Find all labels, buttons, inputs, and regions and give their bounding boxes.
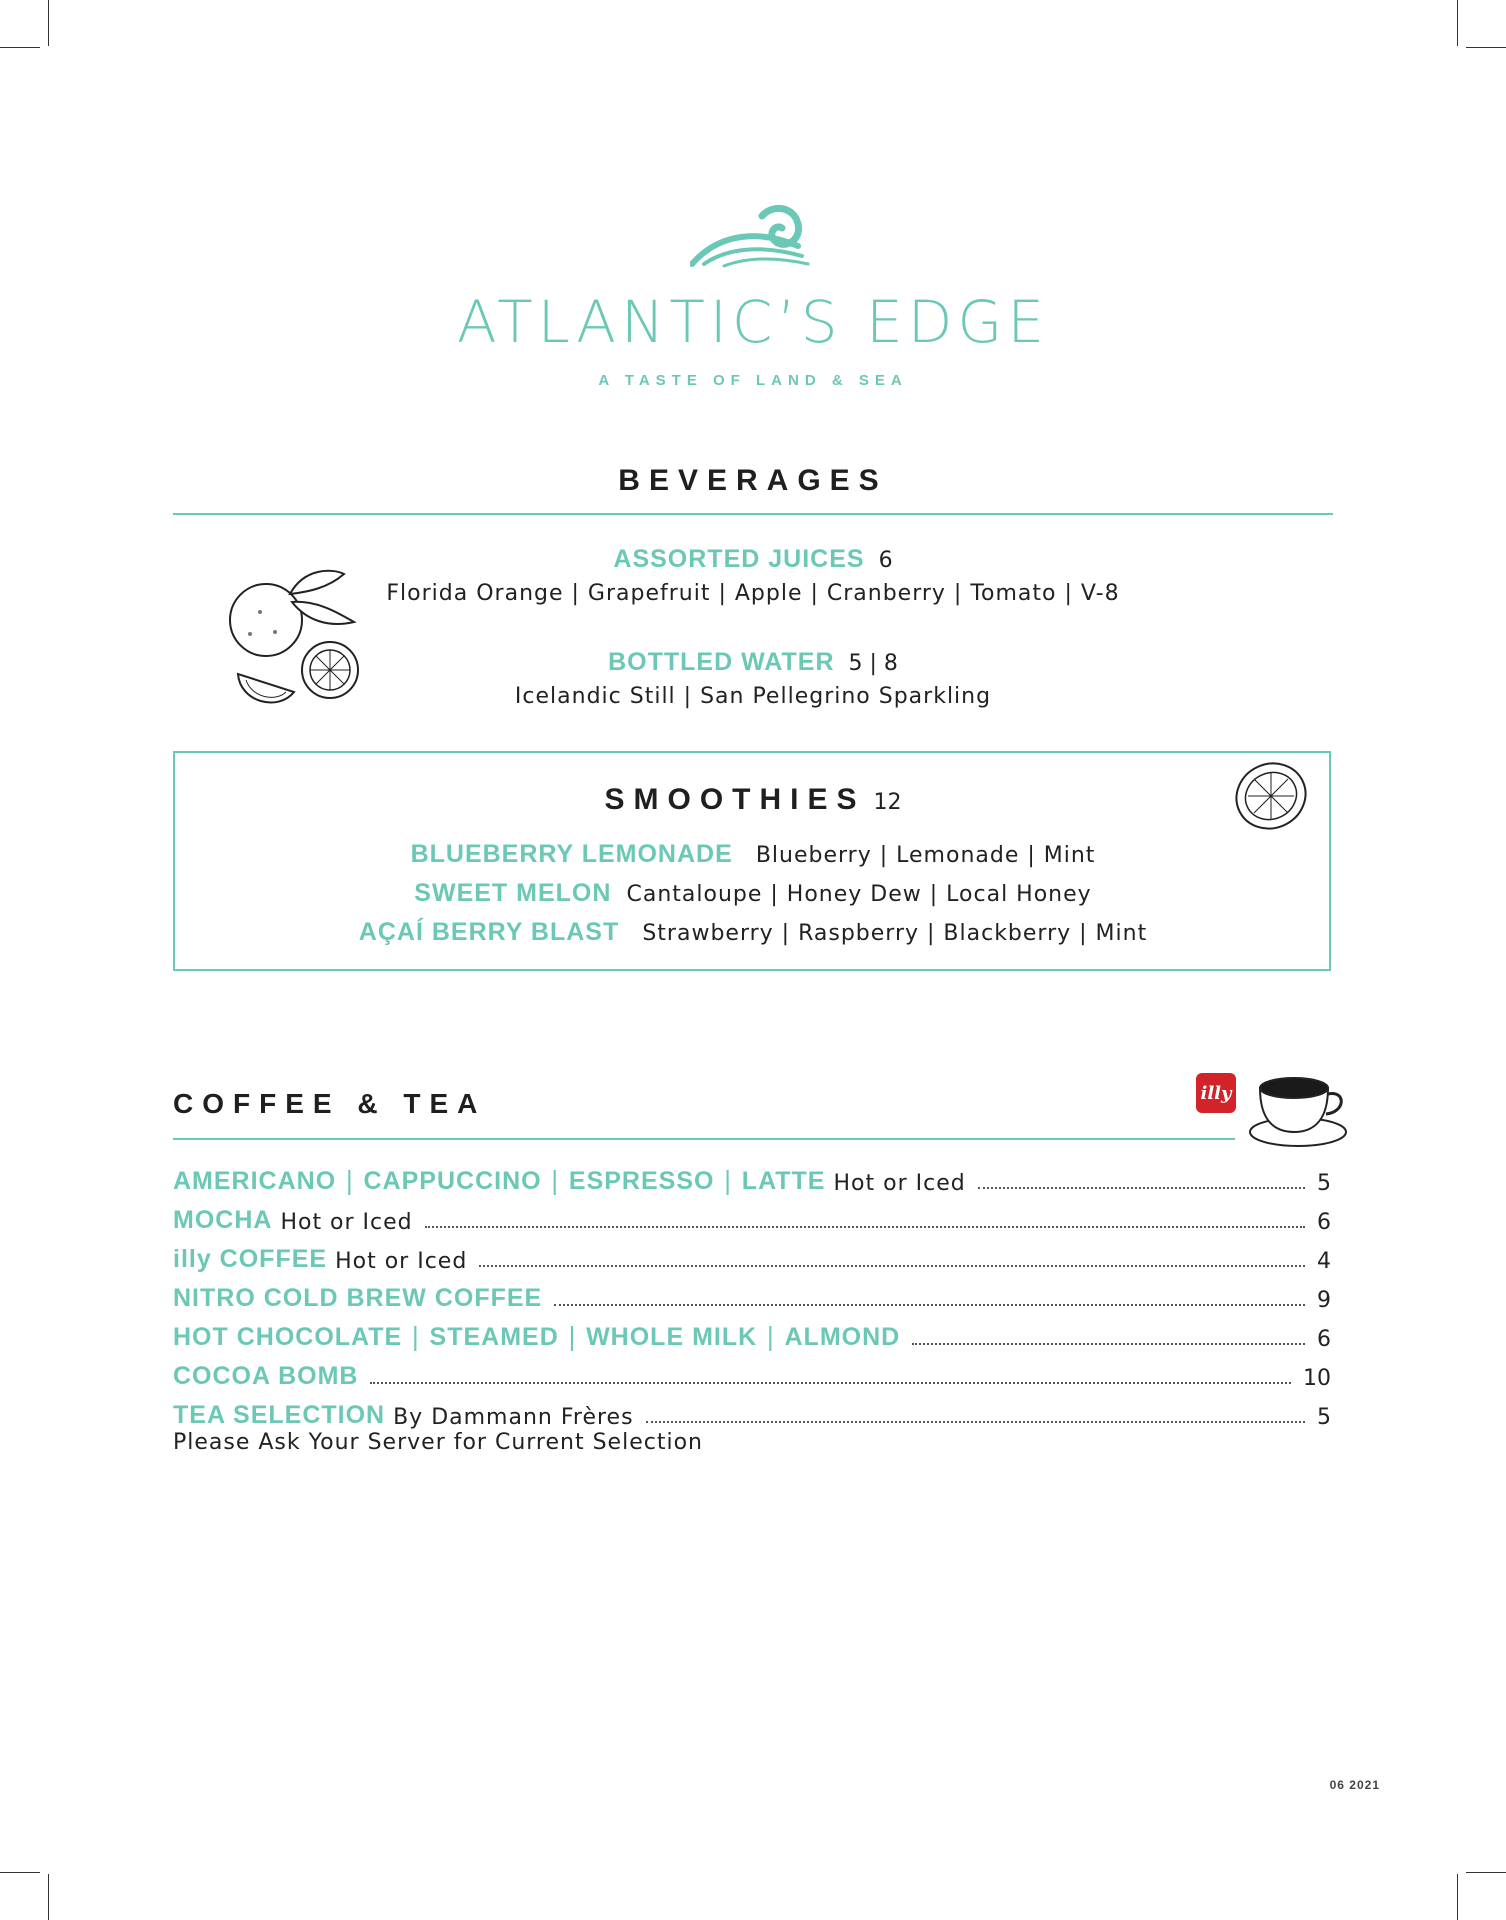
menu-item (0, 545, 1506, 574)
item-description: Icelandic Still | San Pellegrino Sparkling (514, 684, 992, 709)
dot-leader (646, 1421, 1305, 1423)
separator: | (541, 1166, 569, 1195)
item-name-part: TEA SELECTION (173, 1401, 386, 1429)
item-name: BLUEBERRY LEMONADE (410, 840, 733, 868)
item-price: 5 | 8 (848, 651, 898, 676)
item-price: 10 (1303, 1366, 1331, 1391)
menu-row (173, 1394, 1331, 1430)
menu-row (173, 1277, 1331, 1313)
item-name: BOTTLED WATER (608, 648, 835, 676)
brand-tagline: A TASTE OF LAND & SEA (598, 372, 908, 389)
item-name-part: NITRO COLD BREW COFFEE (173, 1284, 543, 1312)
item-note: Hot or Iced (280, 1210, 413, 1235)
footer-code: 06 2021 (1329, 1778, 1380, 1792)
item-price: 6 (1317, 1210, 1331, 1235)
smoothies-price: 12 (873, 790, 902, 815)
dot-leader (554, 1304, 1305, 1306)
menu-row (173, 1355, 1331, 1391)
item-price: 5 (1317, 1405, 1331, 1430)
menu-item (0, 648, 1506, 677)
crop-mark (48, 1874, 49, 1920)
separator: | (402, 1322, 430, 1351)
smoothie-item (0, 918, 1506, 947)
smoothie-item (0, 840, 1506, 869)
item-name-part: COCOA BOMB (173, 1362, 359, 1390)
item-name: SWEET MELON (414, 879, 612, 907)
menu-row (173, 1199, 1331, 1235)
item-name-part: WHOLE MILK (586, 1323, 758, 1351)
dot-leader (425, 1226, 1305, 1228)
item-note: Hot or Iced (833, 1171, 966, 1196)
smoothies-title: SMOOTHIES (604, 783, 866, 816)
dot-leader (370, 1382, 1291, 1384)
crop-mark (1466, 47, 1506, 48)
item-price: 9 (1317, 1288, 1331, 1313)
coffee-tea-title: COFFEE & TEA (173, 1088, 487, 1119)
crop-mark (1457, 1874, 1458, 1920)
item-description: Blueberry | Lemonade | Mint (755, 843, 1096, 868)
item-name (173, 1322, 900, 1352)
smoothie-item (0, 879, 1506, 908)
item-name-part: LATTE (741, 1167, 826, 1195)
section-divider (173, 513, 1333, 515)
wave-logo-icon (690, 202, 816, 272)
item-price: 6 (878, 548, 893, 573)
separator: | (714, 1166, 742, 1195)
item-name-part: STEAMED (429, 1323, 559, 1351)
item-name-part: MOCHA (173, 1206, 273, 1234)
separator: | (757, 1322, 785, 1351)
separator: | (336, 1166, 364, 1195)
item-name-part: ALMOND (784, 1323, 901, 1351)
item-description: Strawberry | Raspberry | Blackberry | Mint (642, 921, 1148, 946)
menu-row (173, 1238, 1331, 1274)
item-name-part: HOT CHOCOLATE (173, 1323, 403, 1351)
item-name (173, 1284, 542, 1313)
item-price: 5 (1317, 1171, 1331, 1196)
item-note: Hot or Iced (335, 1249, 468, 1274)
tea-note: Please Ask Your Server for Current Selection (173, 1430, 703, 1455)
crop-mark (48, 0, 49, 46)
beverages-title: BEVERAGES (618, 464, 888, 497)
item-description: Cantaloupe | Honey Dew | Local Honey (626, 882, 1092, 907)
dot-leader (978, 1187, 1305, 1189)
item-name-part: AMERICANO (173, 1167, 337, 1195)
item-name (173, 1166, 825, 1196)
item-name (173, 1206, 272, 1235)
item-name (173, 1362, 358, 1391)
item-name (173, 1401, 385, 1430)
item-description: Florida Orange | Grapefruit | Apple | Cranberry | Tomato | V-8 (386, 581, 1120, 606)
dot-leader (912, 1343, 1305, 1345)
crop-mark (0, 47, 40, 48)
brand-name: ATLANTIC’S EDGE (457, 288, 1049, 356)
item-name-part: ESPRESSO (568, 1167, 715, 1195)
item-name: ASSORTED JUICES (613, 545, 865, 573)
coffee-cup-icon (1246, 1066, 1350, 1150)
item-price: 6 (1317, 1327, 1331, 1352)
menu-row (173, 1316, 1331, 1352)
item-note: By Dammann Frères (393, 1405, 634, 1430)
item-name-part: CAPPUCCINO (363, 1167, 542, 1195)
item-name: AÇAÍ BERRY BLAST (358, 918, 620, 946)
section-divider (173, 1138, 1235, 1140)
crop-mark (1466, 1872, 1506, 1873)
lemon-slice-icon (1232, 757, 1310, 835)
item-name (173, 1245, 327, 1274)
item-name-part: illy COFFEE (173, 1245, 328, 1273)
item-price: 4 (1317, 1249, 1331, 1274)
menu-row (173, 1160, 1331, 1196)
crop-mark (0, 1872, 40, 1873)
illy-logo: illy (1196, 1073, 1236, 1113)
separator: | (558, 1322, 587, 1351)
dot-leader (479, 1265, 1305, 1267)
crop-mark (1457, 0, 1458, 46)
